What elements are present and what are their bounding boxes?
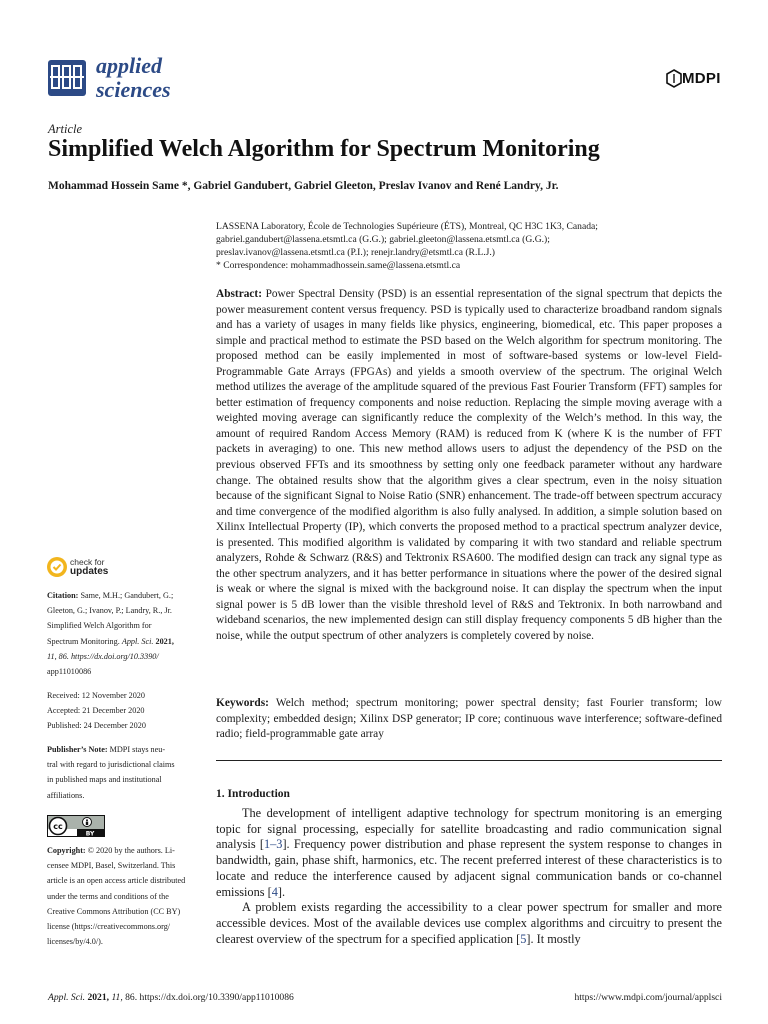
citation-year: 2021, — [155, 636, 174, 646]
cc-by-license-icon[interactable] — [47, 815, 105, 837]
keywords-text: Welch method; spectrum monitoring; power spectral density; fast Fourier transform; low complexity; embedded design; Xilinx DSP generator; IP core; continuous wave interference; software-defined radio; field-programmable gate array — [216, 697, 722, 741]
copyright-license-link[interactable]: license (https://creativecommons.org/ — [47, 922, 171, 932]
citation-doi-link[interactable]: app11010086 — [47, 667, 92, 677]
journal-name-line1: applied — [96, 53, 162, 78]
check-for-updates-label: check for — [70, 557, 105, 567]
accepted-date: Accepted: 21 December 2020 — [47, 706, 145, 716]
keywords-label: Keywords: — [216, 697, 269, 709]
introduction-body — [216, 806, 722, 947]
check-for-updates-label-bold: updates — [70, 566, 109, 577]
affiliation-line: gabriel.gandubert@lassena.etsmtl.ca (G.G.); gabriel.gleeton@lassena.etsmtl.ca (G.G.); — [216, 234, 550, 245]
article-type: Article — [48, 122, 83, 136]
paragraph-text: ]. Frequency power distribution and phase represent the system response to changes in bandwidth, gain, phase shift, harmonics, etc. The recent preferred interest of these characteristics is to locate and reduce the interference caused by adjacent signal communication bands or co-channel emissions [ — [216, 837, 723, 899]
copyright-line: © 2020 by the authors. Li- — [85, 846, 175, 855]
citation-link[interactable]: 4 — [271, 884, 278, 899]
publishers-note-line: affiliations. — [47, 790, 85, 800]
keywords — [216, 696, 722, 743]
check-for-updates-button[interactable] — [46, 556, 156, 580]
paragraph — [216, 806, 722, 900]
publishers-note-label: Publisher’s Note: — [47, 745, 108, 754]
citation-link[interactable]: 5 — [520, 931, 527, 946]
citation-doi-link[interactable]: 11, 86. https://dx.doi.org/10.3390/ — [47, 651, 159, 661]
cc-by-text: BY — [85, 830, 95, 837]
citation-label: Citation: — [47, 591, 79, 600]
journal-name — [96, 54, 171, 102]
footer-doi-link[interactable]: 86. https://dx.doi.org/10.3390/app11010086 — [122, 992, 294, 1003]
publishers-note — [47, 742, 207, 803]
publishers-note-line: in published maps and institutional — [47, 775, 162, 785]
copyright-line: under the terms and conditions of the — [47, 891, 169, 901]
citation-line: Spectrum Monitoring. — [47, 636, 122, 646]
footer-citation — [48, 992, 294, 1003]
footer-year: 2021, — [87, 992, 110, 1003]
abstract — [216, 287, 722, 645]
citation-line: Simplified Welch Algorithm for — [47, 621, 152, 631]
check-for-updates-icon — [46, 556, 68, 578]
footer-journal-url[interactable]: https://www.mdpi.com/journal/applsci — [574, 992, 722, 1003]
copyright-label: Copyright: — [47, 846, 86, 855]
abstract-label: Abstract: — [216, 288, 262, 300]
svg-text:cc: cc — [53, 822, 63, 831]
paper-title: Simplified Welch Algorithm for Spectrum Monitoring — [48, 136, 600, 162]
copyright-line: censee MDPI, Basel, Switzerland. This — [47, 861, 176, 871]
section-divider — [216, 760, 722, 761]
publishers-note-line: MDPI stays neu- — [107, 745, 166, 754]
citation-link[interactable]: 1–3 — [264, 837, 283, 852]
paragraph-text: The development of intelligent adaptive technology for spectrum monitoring is an emerging topic for signal processing, especially for satellite broadcasting and radio communication signal analysis [ — [216, 806, 722, 852]
applied-sciences-logo-icon — [48, 60, 86, 96]
copyright-line: Creative Commons Attribution (CC BY) — [47, 906, 181, 916]
publisher-name: MDPI — [682, 70, 721, 87]
citation-line: Same, M.H.; Gandubert, G.; — [78, 591, 174, 600]
publishers-note-line: tral with regard to jurisdictional claims — [47, 760, 175, 770]
received-date: Received: 12 November 2020 — [47, 691, 145, 700]
paragraph-text: A problem exists regarding the accessibility to a clear power spectrum for smaller and more accessible devices. Most of the available devices use complex algorithms and circuitry to present the clearest overview of the spectrum for a specified application [ — [216, 900, 722, 946]
citation-journal: Appl. Sci. — [121, 636, 154, 646]
citation-block — [47, 588, 207, 679]
section-heading-introduction: 1. Introduction — [216, 788, 290, 800]
citation-line: Gleeton, G.; Ivanov, P.; Landry, R., Jr. — [47, 606, 172, 616]
paragraph — [216, 900, 722, 947]
journal-name-line2: sciences — [96, 77, 171, 102]
affiliation-line: preslav.ivanov@lassena.etsmtl.ca (P.I.); renejr.landry@etsmtl.ca (R.L.J.) — [216, 247, 495, 258]
affiliation-line: LASSENA Laboratory, École de Technologies Supérieure (ÉTS), Montreal, QC H3C 1K3, Canada; — [216, 221, 598, 232]
published-date: Published: 24 December 2020 — [47, 721, 146, 731]
footer-journal: Appl. Sci. — [48, 992, 86, 1003]
publication-dates — [47, 688, 207, 734]
footer-volume: 11, — [111, 992, 123, 1003]
paragraph-text: ]. — [277, 884, 286, 899]
abstract-text: Power Spectral Density (PSD) is an essential representation of the signal spectrum that depicts the power measurement content versus frequency. PSD is typically used to characterize broadband random signals and has a variety of usages in many fields like physics, engineering, biomedical, etc. This paper proposes a simple and practical method to estimate the PSD based on the Welch algorithm for spectrum monitoring. The proposed method can be easily implemented in most of software-based systems or low-level Field-Programmable Gate Arrays (FPGAs) and yields a smooth overview of the spectrum. The original Welch method utilizes the average of the amplitude squared of the previous Fast Fourier Transform (FFT) samples for better estimation of frequency components and noise reduction. Replacing the simple moving average with a weighted moving average can significantly reduce the complexity of the Welch’s method. In this way, the amount of required Random Access Memory (RAM) is reduced from K (where K is the number of FFT packets in averaging) to one. This new method allows users to adjust the dependency of the PSD on the previous observed FFTs and its smoothness by setting only one feedback parameter without any hardware change. The obtained results show that the algorithm gives a clear spectrum, even in the noisy situation because of the significant Signal to Noise Ratio (SNR) enhancement. The trade-off between spectrum accuracy and time convergence of the modified algorithm is also fully analysed. In addition, a simple solution based on Xilinx Intellectual Property (IP), which converts the proposed method to a practical spectrum analyzer device, is presented. This modified algorithm is validated by comparing it with two standard and reliable spectrum analyzers, Rohde & Schwarz (R&S) and Tektronix RSA600. The modified design can track any signal type as the other spectrum analyzers, and it has better performance in situations where the power of the desired signal is weak or where the signal is mixed with the background noise. It can display the spectrum when the input signal power is 5 dB lower than the visible threshold level of R&S and Tektronix. In both narrowband and wideband scenarios, the new implemented design can still display frequency components 5 dB higher than the noise, while the output spectrum of other analyzers is completely covered by noise. — [216, 288, 722, 643]
correspondence-line: * Correspondence: mohammadhossein.same@lassena.etsmtl.ca — [216, 260, 461, 271]
copyright-line: article is an open access article distributed — [47, 876, 186, 886]
paragraph-text: ]. It mostly — [526, 931, 581, 946]
copyright-license-link[interactable]: licenses/by/4.0/). — [47, 937, 103, 947]
copyright-notice — [47, 843, 207, 949]
author-list: Mohammad Hossein Same *, Gabriel Gandubert, Gabriel Gleeton, Preslav Ivanov and René Landry, Jr. — [48, 180, 559, 192]
affiliations — [216, 220, 726, 272]
